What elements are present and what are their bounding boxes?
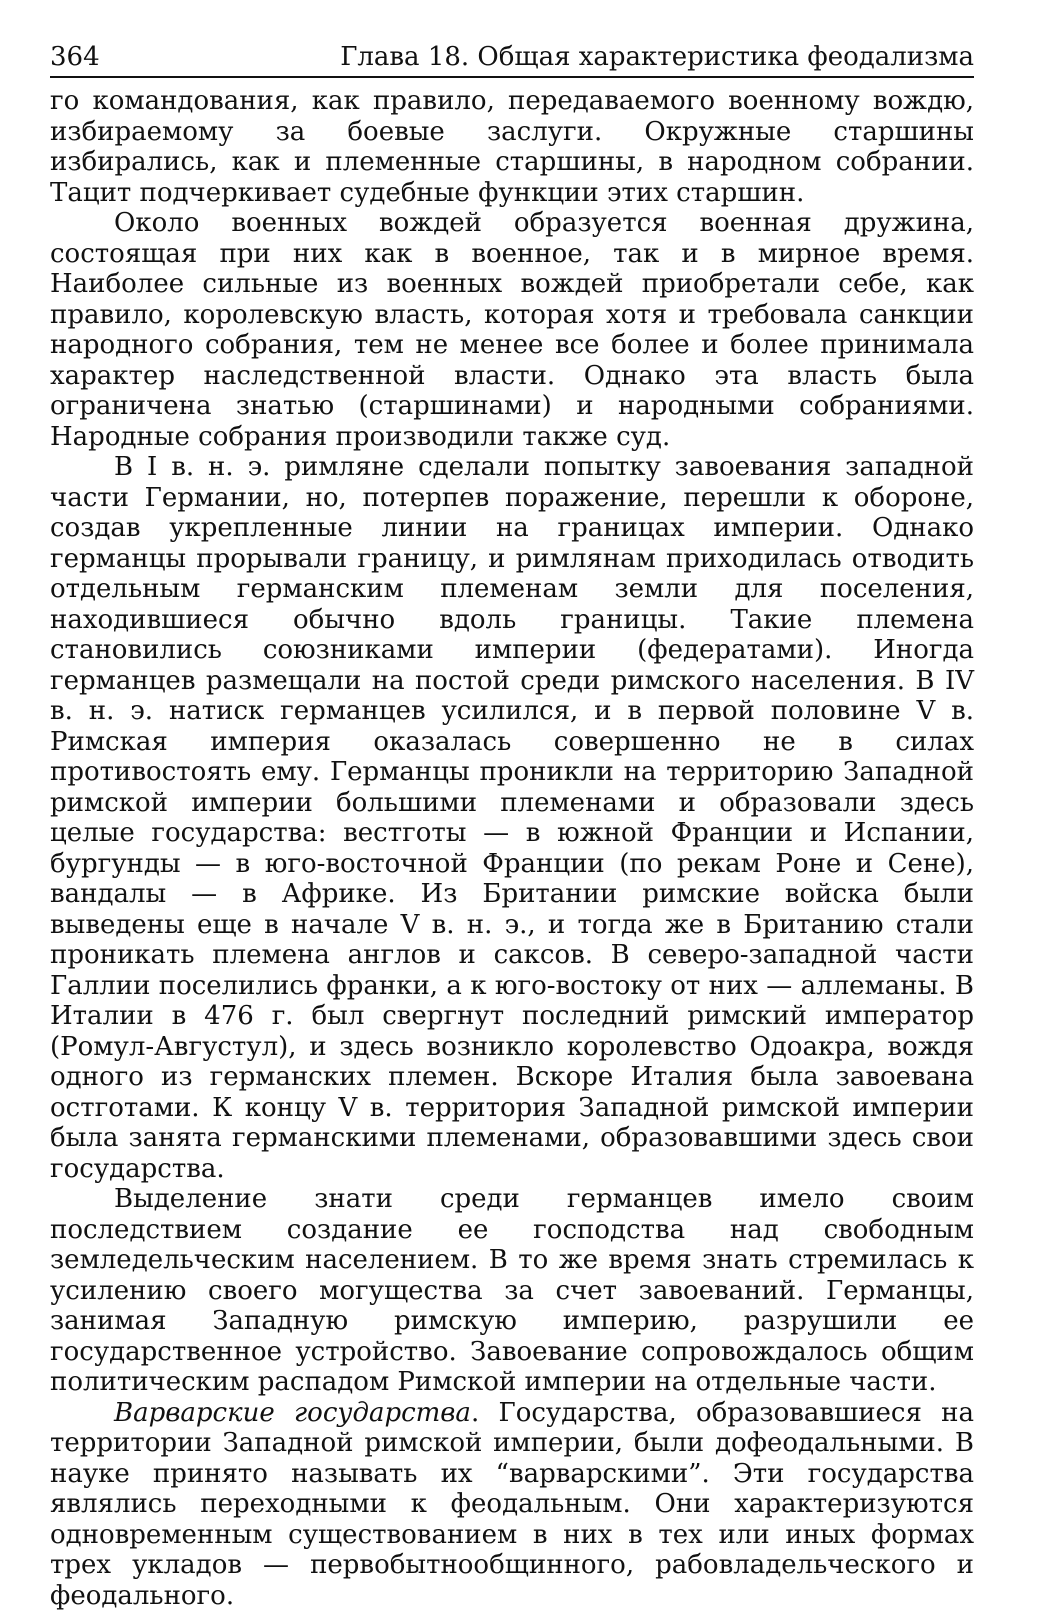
paragraph-text: Около военных вождей образуется военная дружина, состоящая при них как в военное, так и в мирное время. Наиболее сильные из военных вождей приобретали себе, как правило, королевскую власть, которая хотя и требовала санкции народного собрания, тем не менее все более и более принимала характер наследственной власти. Однако эта власть была ограничена знатью (старшинами) и народными собраниями. Народные собрания производили также суд.	[50, 208, 974, 452]
paragraph-text: . Государства, образовавшиеся на территории Западной римской империи, были дофеодальными. В науке принято называть их “варварскими”. Эти государства являлись переходными к феодальным. Они характеризуются одновременным существованием в них в тех или иных формах трех укладов — первобытнообщинного, рабовладельческого и феодального.	[50, 1398, 974, 1611]
paragraph-text: В I в. н. э. римляне сделали попытку завоевания западной части Германии, но, потерпев поражение, перешли к обороне, создав укрепленные линии на границах империи. Однако германцы прорывали границу, и римлянам приходилась отводить отдельным германским племенам земли для поселения, находившиеся обычно вдоль границы. Такие племена становились союзниками империи (федератами). Иногда германцев размещали на постой среди римского населения. В IV в. н. э. натиск германцев усилился, и в первой половине V в. Римская империя оказалась совершенно не в силах противостоять ему. Германцы проникли на территорию Западной римской империи большими племенами и образовали здесь целые государства: вестготы — в южной Франции и Испании, бургунды — в юго-восточной Франции (по рекам Роне и Сене), вандалы — в Африке. Из Британии римские войска были выведены еще в начале V в. н. э., и тогда же в Британию стали проникать племена англов и саксов. В северо-западной части Галлии поселились франки, а к юго-востоку от них — аллеманы. В Италии в 476 г. был свергнут последний римский император (Ромул-Августул), и здесь возникло королевство Одоакра, вождя одного из германских племен. Вскоре Италия была завоевана остготами. К концу V в. территория Западной римской империи была занята германскими племенами, образовавшими здесь свои государства.	[50, 452, 974, 1184]
paragraph-military-retinue	[50, 208, 974, 452]
paragraph-nobility	[50, 1184, 974, 1398]
page-header	[50, 40, 974, 78]
body-text	[50, 86, 974, 1611]
document-page	[50, 40, 974, 1611]
paragraph-continued	[50, 86, 974, 208]
paragraph-text: го командования, как правило, передаваемого военному вождю, избираемому за боевые заслуги. Окружные старшины избирались, как и племенные старшины, в народном собрании. Тацит подчеркивает судебные функции этих старшин.	[50, 86, 974, 208]
paragraph-text: Выделение знати среди германцев имело своим последствием создание ее господства над свободным земледельческим населением. В то же время знать стремилась к усилению своего могущества за счет завоеваний. Германцы, занимая Западную римскую империю, разрушили ее государственное устройство. Завоевание сопровождалось общим политическим распадом Римской империи на отдельные части.	[50, 1184, 974, 1397]
running-head: Глава 18. Общая характеристика феодализма	[340, 40, 974, 74]
paragraph-barbarian-states	[50, 1398, 974, 1611]
section-lead-italic: Варварские государства	[114, 1398, 471, 1428]
paragraph-roman-invasion	[50, 452, 974, 1184]
page-number: 364	[50, 40, 100, 74]
